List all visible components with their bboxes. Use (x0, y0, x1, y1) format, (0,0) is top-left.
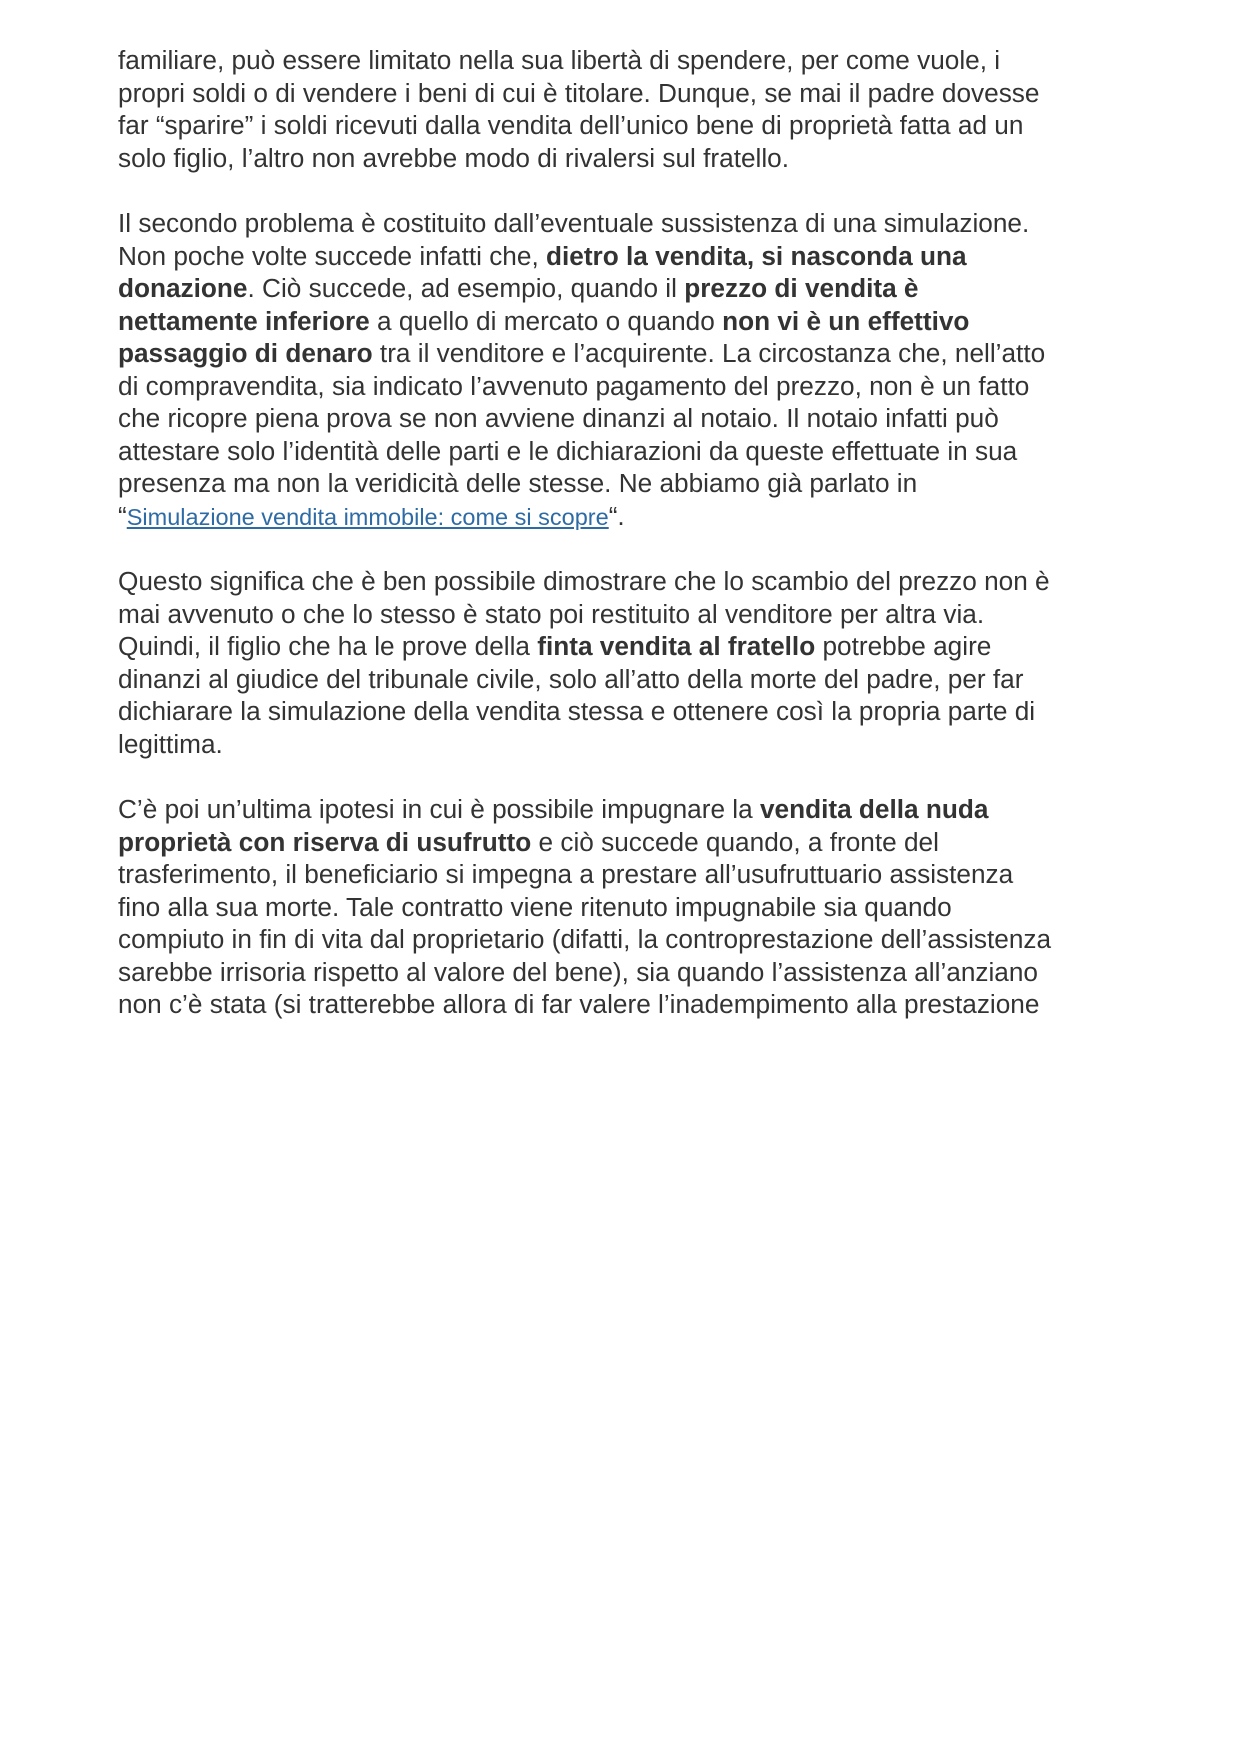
bold-text: nettamente inferiore (118, 305, 370, 336)
bold-text: proprietà con riserva di usufrutto (118, 826, 532, 857)
text-run: dichiarare la simulazione della vendita stessa e ottenere così la propria parte di (118, 696, 1036, 726)
text-line (118, 240, 1128, 273)
text-line (118, 858, 1128, 891)
text-line (118, 337, 1128, 370)
text-run: potrebbe agire (815, 631, 992, 661)
text-line (118, 988, 1128, 1021)
text-line (118, 728, 1128, 761)
text-run: solo figlio, l’altro non avrebbe modo di rivalersi sul fratello. (118, 142, 790, 173)
text-line (118, 109, 1128, 142)
text-run: Non poche volte succede infatti che, (118, 240, 546, 271)
text-run: compiuto in fin di vita dal proprietario (difatti, la controprestazione dell’assistenza (118, 924, 1052, 954)
text-run: trasferimento, il beneficiario si impegna a prestare all’usufruttuario assistenza (118, 859, 1014, 889)
text-line (118, 370, 1128, 403)
text-line (118, 435, 1128, 468)
bold-text: dietro la vendita, si nasconda una (546, 240, 967, 271)
text-line (118, 630, 1128, 663)
text-run: mai avvenuto o che lo stesso è stato poi restituito al venditore per altra via. (118, 598, 985, 629)
text-line (118, 77, 1128, 110)
text-line (118, 500, 1128, 533)
text-run: che ricopre piena prova se non avviene dinanzi al notaio. Il notaio infatti può (118, 403, 999, 433)
bold-text: non vi è un effettivo (722, 305, 970, 336)
bold-text: vendita della nuda (759, 794, 989, 824)
text-run: legittima. (118, 728, 223, 759)
document-page (118, 44, 1128, 1054)
text-run: Il secondo problema è costituito dall’eventuale sussistenza di una simulazione. (118, 208, 1030, 238)
article-link[interactable]: Simulazione vendita immobile: come si scopre (126, 503, 609, 530)
paragraph (118, 44, 1128, 174)
text-line (118, 467, 1128, 500)
text-line (118, 598, 1128, 631)
text-run: “. (608, 500, 625, 531)
text-line (118, 695, 1128, 728)
text-run: tra il venditore e l’acquirente. La circostanza che, nell’atto (372, 338, 1046, 368)
text-line (118, 826, 1128, 859)
text-run: sarebbe irrisoria rispetto al valore del bene), sia quando l’assistenza all’anziano (118, 956, 1038, 987)
text-run: non c’è stata (si tratterebbe allora di far valere l’inadempimento alla prestazione (118, 989, 1040, 1019)
bold-text: donazione (118, 273, 248, 303)
text-run: familiare, può essere limitato nella sua libertà di spendere, per come vuole, i (118, 45, 1001, 75)
paragraph (118, 793, 1128, 1021)
text-line (118, 663, 1128, 696)
text-line (118, 272, 1128, 305)
bold-text: passaggio di denaro (118, 338, 373, 368)
text-line (118, 402, 1128, 435)
text-run: Quindi, il figlio che ha le prove della (118, 631, 538, 661)
text-run: attestare solo l’identità delle parti e le dichiarazioni da queste effettuate in sua (118, 435, 1018, 466)
text-run: fino alla sua morte. Tale contratto viene ritenuto impugnabile sia quando (118, 891, 952, 922)
text-run: . Ciò succede, ad esempio, quando il (247, 273, 685, 303)
text-line (118, 956, 1128, 989)
paragraph (118, 565, 1128, 760)
text-line (118, 142, 1128, 175)
text-line (118, 565, 1128, 598)
text-run: e ciò succede quando, a fronte del (531, 826, 939, 857)
text-line (118, 44, 1128, 77)
text-run: propri soldi o di vendere i beni di cui è titolare. Dunque, se mai il padre dovesse (118, 77, 1040, 108)
text-run: dinanzi al giudice del tribunale civile, solo all’atto della morte del padre, per far (118, 663, 1024, 694)
text-line (118, 793, 1128, 826)
text-line (118, 207, 1128, 240)
text-run: “ (118, 500, 127, 531)
text-run: di compravendita, sia indicato l’avvenuto pagamento del prezzo, non è un fatto (118, 370, 1030, 401)
bold-text: prezzo di vendita è (684, 273, 919, 303)
paragraph (118, 207, 1128, 532)
text-run: presenza ma non la veridicità delle stesse. Ne abbiamo già parlato in (118, 468, 918, 498)
text-run: far “sparire” i soldi ricevuti dalla vendita dell’unico bene di proprietà fatta ad un (118, 110, 1024, 140)
bold-text: finta vendita al fratello (537, 631, 816, 661)
text-line (118, 891, 1128, 924)
text-run: a quello di mercato o quando (369, 305, 723, 336)
text-line (118, 923, 1128, 956)
text-run: C’è poi un’ultima ipotesi in cui è possibile impugnare la (118, 794, 760, 824)
text-run: Questo significa che è ben possibile dimostrare che lo scambio del prezzo non è (118, 566, 1050, 596)
text-line (118, 305, 1128, 338)
